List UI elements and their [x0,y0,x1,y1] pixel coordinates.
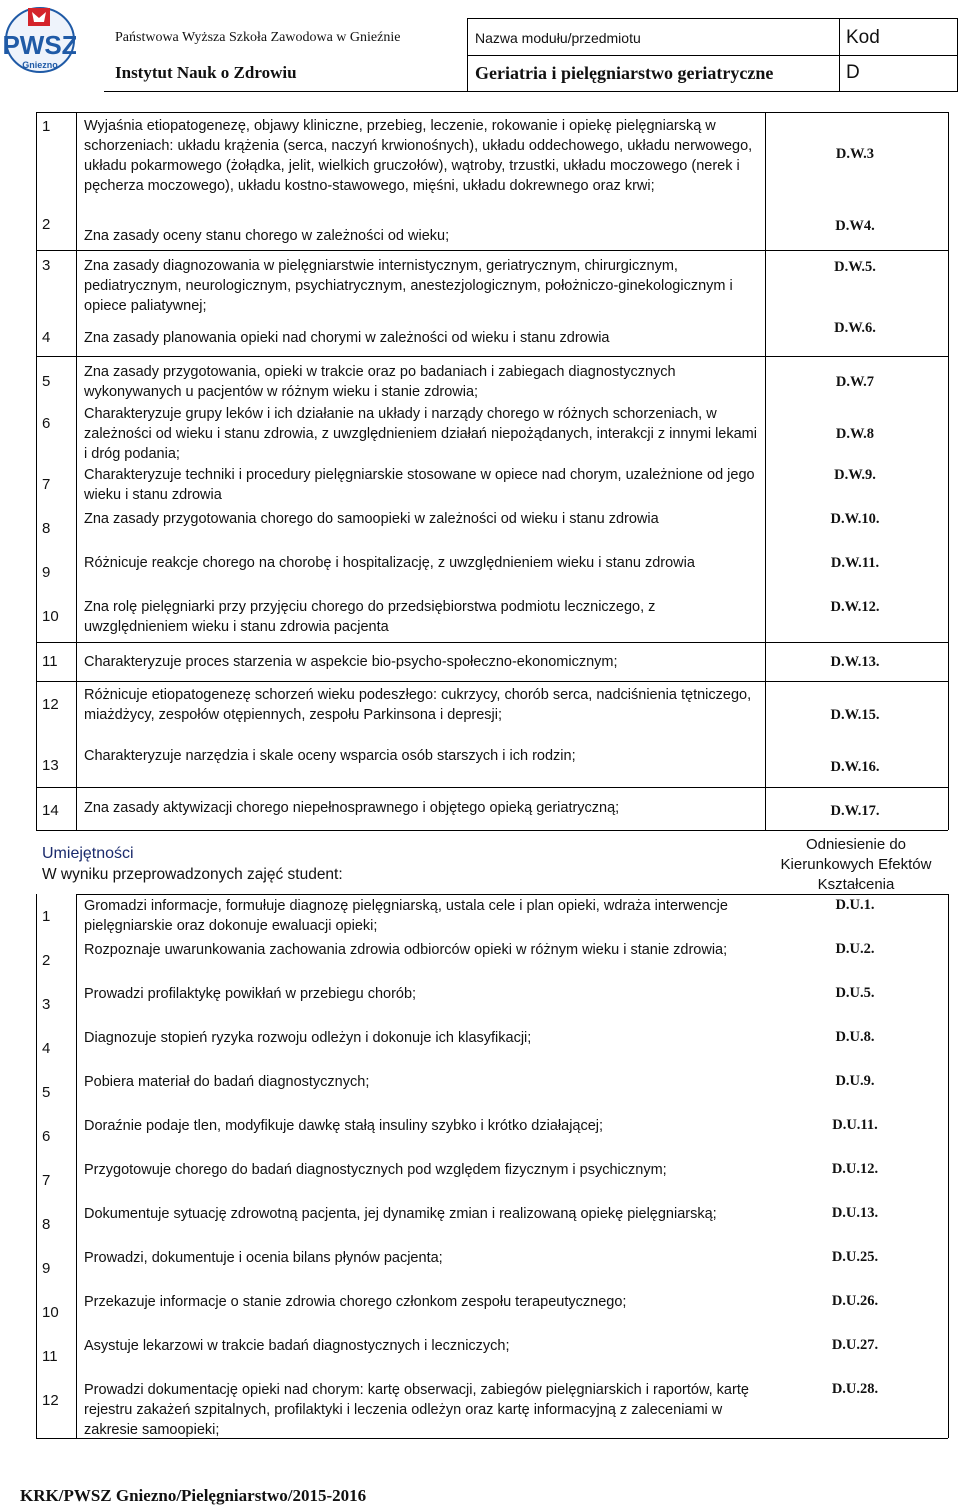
row-number: 8 [42,520,51,537]
row-number: 1 [42,118,51,135]
skill-code: D.U.12. [831,1161,879,1177]
header-divider [957,18,958,92]
effect-code: D.W.6. [834,320,876,336]
skill-code: D.U.1. [835,897,875,913]
row-number: 9 [42,1260,51,1277]
row-number: 9 [42,564,51,581]
skill-text: Pobiera materiał do badań diagnostycznych; [84,1074,370,1090]
effect-code: D.W.8 [835,426,875,442]
row-number: 6 [42,415,51,432]
table-border [948,112,949,830]
skills-subtitle: W wyniku przeprowadzonych zajęć student: [42,866,343,883]
effect-text: Zna zasady diagnozowania w pielęgniarstwie internistycznym, geriatrycznym, chirurgicznym, pediatrycznym, neurologicznym, psychiatrycznym, anestezjologicznym, położniczo-ginekologicznym i opiece paliatywnej; [84,258,733,314]
row-number: 3 [42,257,51,274]
row-number: 10 [42,1304,59,1321]
skill-code: D.U.28. [831,1381,879,1397]
code-value: D [846,62,860,83]
effect-code: D.W.15. [830,707,880,723]
row-number: 11 [42,1348,58,1365]
skill-text: Asystuje lekarzowi w trakcie badań diagnostycznych i leczniczych; [84,1338,510,1354]
logo-subtext: Gniezno [22,60,58,70]
effect-code: D.W.5. [834,259,876,275]
effect-code: D.W.10. [830,511,880,527]
table-border [36,894,37,1438]
row-number: 2 [42,952,51,969]
header-rule [467,55,957,56]
row-number: 13 [42,757,59,774]
code-label: Kod [846,27,880,48]
row-number: 10 [42,608,59,625]
effect-code: D.W.11. [830,555,880,571]
skill-code: D.U.26. [831,1293,879,1309]
table-rule [36,681,948,682]
skill-text: Prowadzi profilaktykę powikłań w przebiegu chorób; [84,986,417,1002]
row-number: 8 [42,1216,51,1233]
header-rule [104,91,957,92]
row-number: 5 [42,373,51,390]
effect-text: Zna rolę pielęgniarki przy przyjęciu chorego do przedsiębiorstwa podmiotu leczniczego, z uwzględnieniem wieku i stanu zdrowia pacjenta [84,599,656,635]
effect-code: D.W.17. [830,803,880,819]
table-border [76,112,77,830]
skill-text: Przekazuje informacje o stanie zdrowia chorego członkom zespołu terapeutycznego; [84,1294,627,1310]
effect-text: Wyjaśnia etiopatogenezę, objawy kliniczne, przebieg, leczenie, rokowanie i opiekę pielęgniarską w schorzeniach: układu krążenia (serca, naczyń krwionośnych), układu oddechowego, układu nerwowego, układu pokarmowego (żołądka, jelit, wielkich gruczołów), wątroby, trzustki, układu moczowego (nerek i pęcherza moczowego), układu kostno-stawowego, mięśni, układu dokrewnego oraz krwi; [84,118,753,194]
table-rule [36,356,948,357]
skills-title: Umiejętności [42,845,134,862]
row-number: 12 [42,696,59,713]
table-rule [36,250,948,251]
skill-code: D.U.5. [835,985,875,1001]
skill-code: D.U.2. [835,941,875,957]
effect-code: D.W.16. [830,759,880,775]
effect-text: Różnicuje reakcje chorego na chorobę i hospitalizację, z uwzględnieniem wieku i stanu zdrowia [84,555,695,571]
table-border [765,112,766,830]
effect-text: Charakteryzuje grupy leków i ich działanie na układy i narządy chorego w różnych schorzeniach, w zależności od wieku i stanu zdrowia, z uwzględnieniem działań niepożądanych, interakcji z innymi lekami i dróg podania; [84,406,757,462]
row-number: 12 [42,1392,59,1409]
footer-reference: KRK/PWSZ Gniezno/Pielęgniarstwo/2015-2016 [20,1486,367,1505]
skill-text: Prowadzi dokumentację opieki nad chorym: kartę obserwacji, zabiegów pielęgniarskich i raportów, kartę rejestru zakażeń szpitalnych, profilaktyki i leczenia odleżyn oraz kartę informacyjną z zaleceniami w zakresie samoopieki; [84,1382,749,1438]
row-number: 11 [42,653,58,670]
table-rule [76,894,948,895]
row-number: 5 [42,1084,51,1101]
table-border [36,112,37,830]
skill-code: D.U.11. [832,1117,878,1133]
effect-text: Zna zasady planowania opieki nad chorymi w zależności od wieku i stanu zdrowia [84,330,610,346]
effect-text: Zna zasady aktywizacji chorego niepełnosprawnego i objętego opieką geriatryczną; [84,800,620,816]
skill-code: D.U.9. [835,1073,875,1089]
institute-name: Instytut Nauk o Zdrowiu [115,63,297,82]
skill-text: Prowadzi, dokumentuje i ocenia bilans płynów pacjenta; [84,1250,443,1266]
effect-code: D.W.7 [835,374,875,390]
school-name: Państwowa Wyższa Szkoła Zawodowa w Gnieźnie [115,30,401,45]
logo-text: PWSZ [4,30,76,60]
row-number: 4 [42,329,51,346]
pwsz-logo [4,4,76,74]
table-border [76,894,77,1438]
row-number: 4 [42,1040,51,1057]
table-border [948,894,949,1438]
effect-text: Różnicuje etiopatogenezę schorzeń wieku podeszłego: cukrzycy, chorób serca, nadciśnienia tętniczego, miażdżycy, zespołów otępiennych, zespołu Parkinsona i depresji; [84,687,752,723]
skill-text: Rozpoznaje uwarunkowania zachowania zdrowia odbiorców opieki w różnym wieku i stanie zdrowia; [84,942,728,958]
effect-code: D.W.12. [830,599,880,615]
effect-text: Zna zasady oceny stanu chorego w zależności od wieku; [84,228,450,244]
row-number: 14 [42,802,59,819]
row-number: 6 [42,1128,51,1145]
skill-text: Dokumentuje sytuację zdrowotną pacjenta, jej dynamikę zmian i realizowaną opiekę pielęgniarską; [84,1206,717,1222]
header-rule [467,18,957,19]
effect-code: D.W4. [835,218,875,234]
effect-code: D.W.9. [834,467,876,483]
effect-text: Zna zasady przygotowania, opieki w trakcie oraz po badaniach i zabiegach diagnostycznych wykonywanych u pacjentów w różnym wieku i stanie zdrowia; [84,364,676,400]
skill-code: D.U.25. [831,1249,879,1265]
row-number: 3 [42,996,51,1013]
row-number: 7 [42,1172,51,1189]
row-number: 2 [42,216,51,233]
module-name: Geriatria i pielęgniarstwo geriatryczne [475,63,774,83]
effect-code: D.W.3 [835,146,875,162]
skill-text: Gromadzi informacje, formułuje diagnozę pielęgniarską, ustala cele i plan opieki, wdraża interwencje pielęgniarskie oraz dokonuje ewaluacji opieki; [84,898,728,934]
table-rule [36,830,948,831]
effect-text: Charakteryzuje proces starzenia w aspekcie bio-psycho-społeczno-ekonomicznym; [84,654,618,670]
effect-text: Charakteryzuje techniki i procedury pielęgniarskie stosowane w opiece nad chorym, uzależnione od jego wieku i stanu zdrowia [84,467,755,503]
skill-text: Doraźnie podaje tlen, modyfikuje dawkę stałą insuliny szybko i krótko działającej; [84,1118,604,1134]
row-number: 1 [42,908,51,925]
table-rule [36,642,948,643]
reference-label: Odniesienie do Kierunkowych Efektów Kształcenia [780,836,932,893]
skill-text: Przygotowuje chorego do badań diagnostycznych pod względem fizycznym i psychicznym; [84,1162,667,1178]
effect-text: Zna zasady przygotowania chorego do samoopieki w zależności od wieku i stanu zdrowia [84,511,659,527]
row-number: 7 [42,476,51,493]
table-rule [36,787,948,788]
effect-code: D.W.13. [830,654,880,670]
module-label: Nazwa modułu/przedmiotu [475,30,641,46]
skill-text: Diagnozuje stopień ryzyka rozwoju odleżyn i dokonuje ich klasyfikacji; [84,1030,532,1046]
table-rule [36,112,948,113]
effect-text: Charakteryzuje narzędzia i skale oceny wsparcia osób starszych i ich rodzin; [84,748,576,764]
skill-code: D.U.8. [835,1029,875,1045]
skill-code: D.U.27. [831,1337,879,1353]
skill-code: D.U.13. [831,1205,879,1221]
